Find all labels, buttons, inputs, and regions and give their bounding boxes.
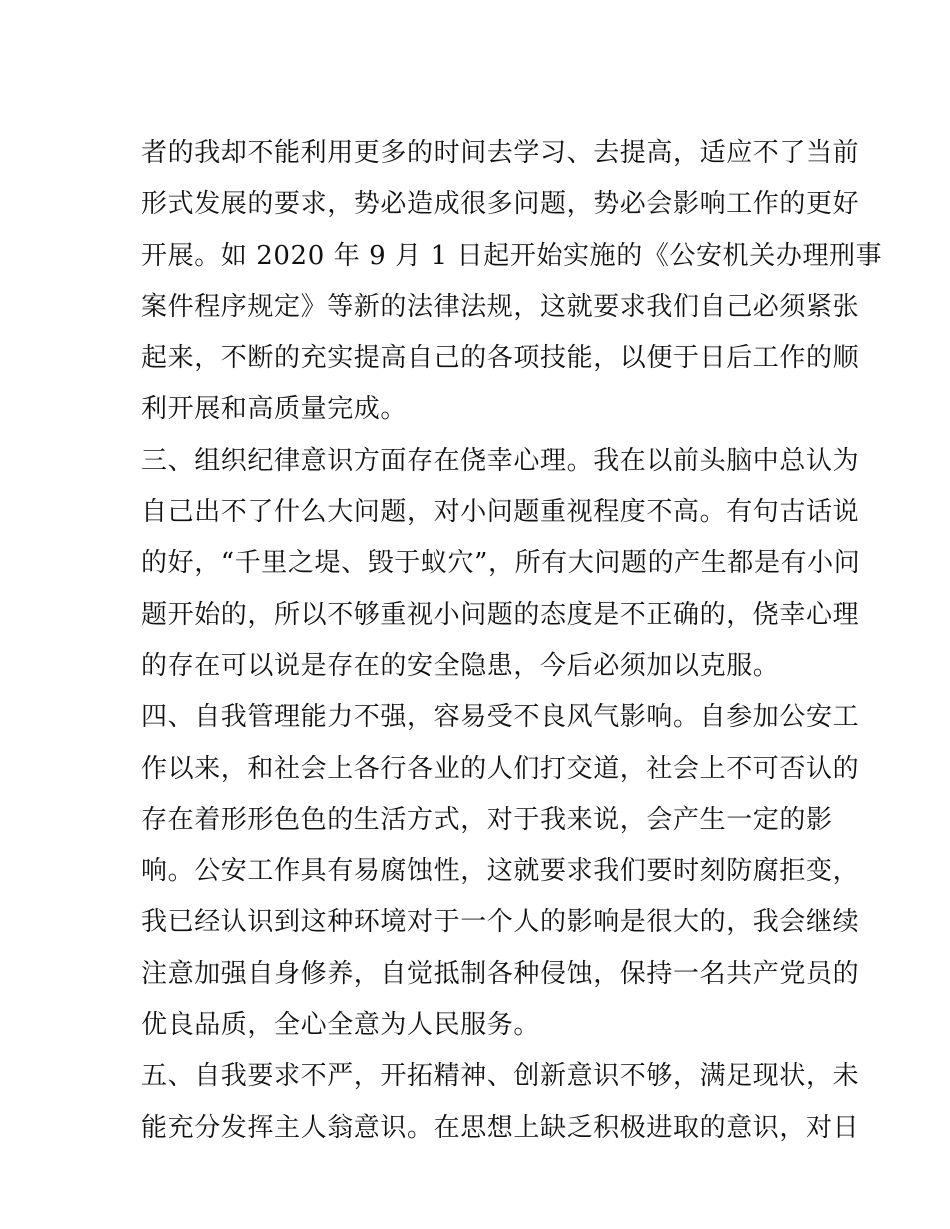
text-line: 形式发展的要求，势必造成很多问题，势必会影响工作的更好 bbox=[141, 189, 860, 220]
text-line: 注意加强自身修养，自觉抵制各种侵蚀，保持一名共产党员的 bbox=[141, 958, 860, 989]
text-line: 我已经认识到这种环境对于一个人的影响是很大的，我会继续 bbox=[141, 907, 860, 938]
text-line: 优良品质，全心全意为人民服务。 bbox=[141, 1010, 541, 1041]
text-line: 利开展和高质量完成。 bbox=[141, 394, 408, 425]
text-line: 三、组织纪律意识方面存在侥幸心理。我在以前头脑中总认为 bbox=[141, 445, 860, 476]
text-line: 能充分发挥主人翁意识。在思想上缺乏积极进取的意识，对日 bbox=[141, 1112, 860, 1143]
text-line: 五、自我要求不严，开拓精神、创新意识不够，满足现状，未 bbox=[141, 1061, 860, 1092]
text-line: 的好，“千里之堤、毁于蚁穴”，所有大问题的产生都是有小问 bbox=[141, 548, 861, 579]
text-line: 的存在可以说是存在的安全隐患，今后必须加以克服。 bbox=[141, 650, 780, 681]
text-line: 存在着形形色色的生活方式，对于我来说，会产生一定的影 bbox=[141, 804, 833, 835]
text-line: 者的我却不能利用更多的时间去学习、去提高，适应不了当前 bbox=[141, 138, 860, 168]
text-line: 四、自我管理能力不强，容易受不良风气影响。自参加公安工 bbox=[141, 702, 860, 733]
text-line: 题开始的，所以不够重视小问题的态度是不正确的，侥幸心理 bbox=[141, 599, 860, 630]
text-line: 开展。如 2020 年 9 月 1 日起开始实施的《公安机关办理刑事 bbox=[141, 240, 883, 271]
text-line: 案件程序规定》等新的法律法规，这就要求我们自己必须紧张 bbox=[141, 291, 860, 322]
text-line: 作以来，和社会上各行各业的人们打交道，社会上不可否认的 bbox=[141, 753, 860, 784]
text-line: 起来，不断的充实提高自己的各项技能，以便于日后工作的顺 bbox=[141, 343, 860, 374]
text-line: 响。公安工作具有易腐蚀性，这就要求我们要时刻防腐拒变， bbox=[141, 856, 860, 887]
text-line: 自己出不了什么大问题，对小问题重视程度不高。有句古话说 bbox=[141, 497, 860, 528]
document-body-text bbox=[141, 128, 883, 1154]
